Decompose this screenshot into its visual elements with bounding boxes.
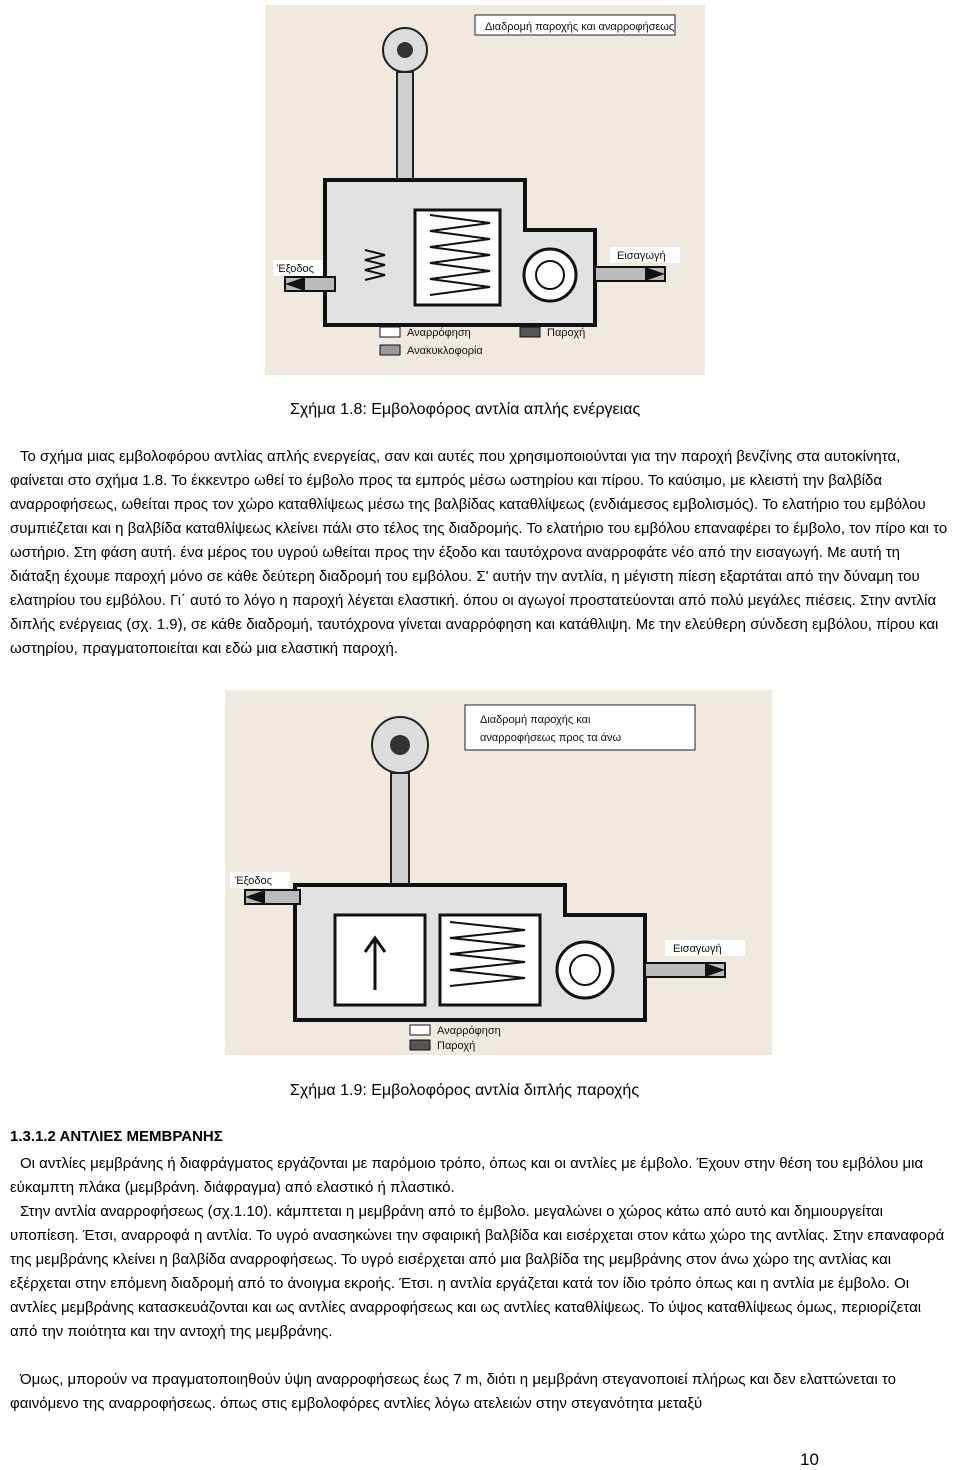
double-acting-pump-diagram [225, 690, 772, 1055]
figure1-legend-2: Παροχή [547, 327, 586, 339]
paragraph-3 [10, 1200, 950, 1344]
figure-1-8 [265, 5, 705, 375]
figure1-legend-3: Ανακυκλοφορία [407, 345, 483, 357]
figure1-exodos-label: Έξοδος [277, 263, 314, 275]
figure-1-9-caption: Σχήμα 1.9: Εμβολοφόρος αντλία διπλής παροχής [290, 1082, 640, 1099]
figure2-exodos-label: Έξοδος [235, 875, 272, 887]
figure2-header-line2: αναρροφήσεως προς τα άνω [480, 732, 622, 744]
figure2-legend-1: Αναρρόφηση [437, 1025, 501, 1037]
figure1-eisagogi-label: Εισαγωγή [617, 250, 666, 262]
paragraph-3-text: Στην αντλία αναρροφήσεως (σχ.1.10). κάμπτεται η μεμβράνη από το έμβολο. μεγαλώνει ο χώρος κάτω από αυτό και δημιουργείται υποπίεση. Έτσι, αναρροφά η αντλία. Το υγρό ανασηκώνει την σφαιρική βαλβίδα και εισέρχεται στον κάτω χώρο της αντλίας. Στην επαναφορά της μεμβράνης κλείνει η βαλβίδα αναρροφήσεως. Το υγρό εισέρχεται από μια βαλβίδα της μεμβράνης στον άνω χώρο της αντλίας και εξέρχεται στην επόμενη διαδρομή από το άνοιγμα εκροής. Έτσι. η αντλία εργάζεται κατά τον ίδιο τρόπο όπως και η αντλία με έμβολο. Οι αντλίες μεμβράνης κατασκευάζονται και ως αντλίες αναρροφήσεως και ως αντλίες καταθλίψεως. Το ύψος καταθλίψεως όμως, περιορίζεται από την ποιότητα και την αντοχή της μεμβράνης. [10, 1203, 945, 1340]
paragraph-1-text: Το σχήμα μιας εμβολοφόρου αντλίας απλής ενεργείας, σαν και αυτές που χρησιμοποιούνται για την παροχή βενζίνης στα αυτοκίνητα, φαίνεται στο σχήμα 1.8. Το έκκεντρο ωθεί το έμβολο προς τα εμπρός μέσω ωστηρίου και πίρου. Το καύσιμο, με κλειστή την βαλβίδα αναρροφήσεως, ωθείται προς τον χώρο καταθλίψεως μέσω της βαλβίδας καταθλίψεως (ενδιάμεσος εμβολισμός). Το ελατήριο του εμβόλου συμπιέζεται και η βαλβίδα καταθλίψεως κλείνει πάλι στο τέλος της διαδρομής. Το ελατήριο του εμβόλου επαναφέρει το έμβολο, τον πίρο και το ωστήριο. Στη φάση αυτή. ένα μέρος του υγρού ωθείται προς την έξοδο και ταυτόχρονα αναρροφάτε νέο από την εισαγωγή. Με αυτή τη διάταξη έχουμε παροχή μόνο σε κάθε δεύτερη διαδρομή του εμβόλου. Σ' αυτήν την αντλία, η μέγιστη πίεση εξαρτάται από την δύναμη του ελατηρίου του εμβόλου. Γι΄ αυτό το λόγο η παροχή λέγεται ελαστική. όπου οι αγωγοί προστατεύονται από πολύ μεγάλες πιέσεις. Στην αντλία διπλής ενέργειας (σχ. 1.9), σε κάθε διαδρομή, ταυτόχρονα γίνεται αναρρόφηση και κατάθλιψη. Με την ελεύθερη σύνδεση εμβόλου, πίρου και ωστηρίου, πραγματοποιείται και εδώ μια ελαστική παροχή. [10, 448, 948, 657]
section-heading: 1.3.1.2 ΑΝΤΛΙΕΣ ΜΕΜΒΡΑΝΗΣ [10, 1128, 223, 1145]
page-number: 10 [800, 1450, 819, 1469]
figure-1-9 [225, 690, 772, 1055]
paragraph-1 [10, 445, 950, 661]
paragraph-4 [10, 1368, 950, 1416]
paragraph-2-text: Οι αντλίες μεμβράνης ή διαφράγματος εργάζονται με παρόμοιο τρόπο, όπως και οι αντλίες με έμβολο. Έχουν στην θέση του εμβόλου μια εύκαμπτη πλάκα (μεμβράνη. διάφραγμα) από ελαστικό ή πλαστικό. [10, 1155, 924, 1196]
figure1-legend-1: Αναρρόφηση [407, 327, 471, 339]
figure2-legend-2: Παροχή [437, 1040, 476, 1052]
single-acting-pump-diagram [265, 5, 705, 375]
paragraph-4-text: Όμως, μπορούν να πραγματοποιηθούν ύψη αναρροφήσεως έως 7 m, διότι η μεμβράνη στεγανοποιεί πλήρως και δεν ελαττώνεται το φαινόμενο της αναρροφήσεως. όπως στις εμβολοφόρες αντλίες λόγω ατελειών στην στεγανότητα μεταξύ [10, 1371, 896, 1412]
figure1-header-label: Διαδρομή παροχής και αναρροφήσεως [485, 21, 675, 33]
figure2-header-line1: Διαδρομή παροχής και [480, 714, 591, 726]
figure-1-8-caption: Σχήμα 1.8: Εμβολοφόρος αντλία απλής ενέργειας [290, 401, 641, 418]
figure2-eisagogi-label: Εισαγωγή [673, 943, 722, 955]
paragraph-2 [10, 1152, 950, 1200]
